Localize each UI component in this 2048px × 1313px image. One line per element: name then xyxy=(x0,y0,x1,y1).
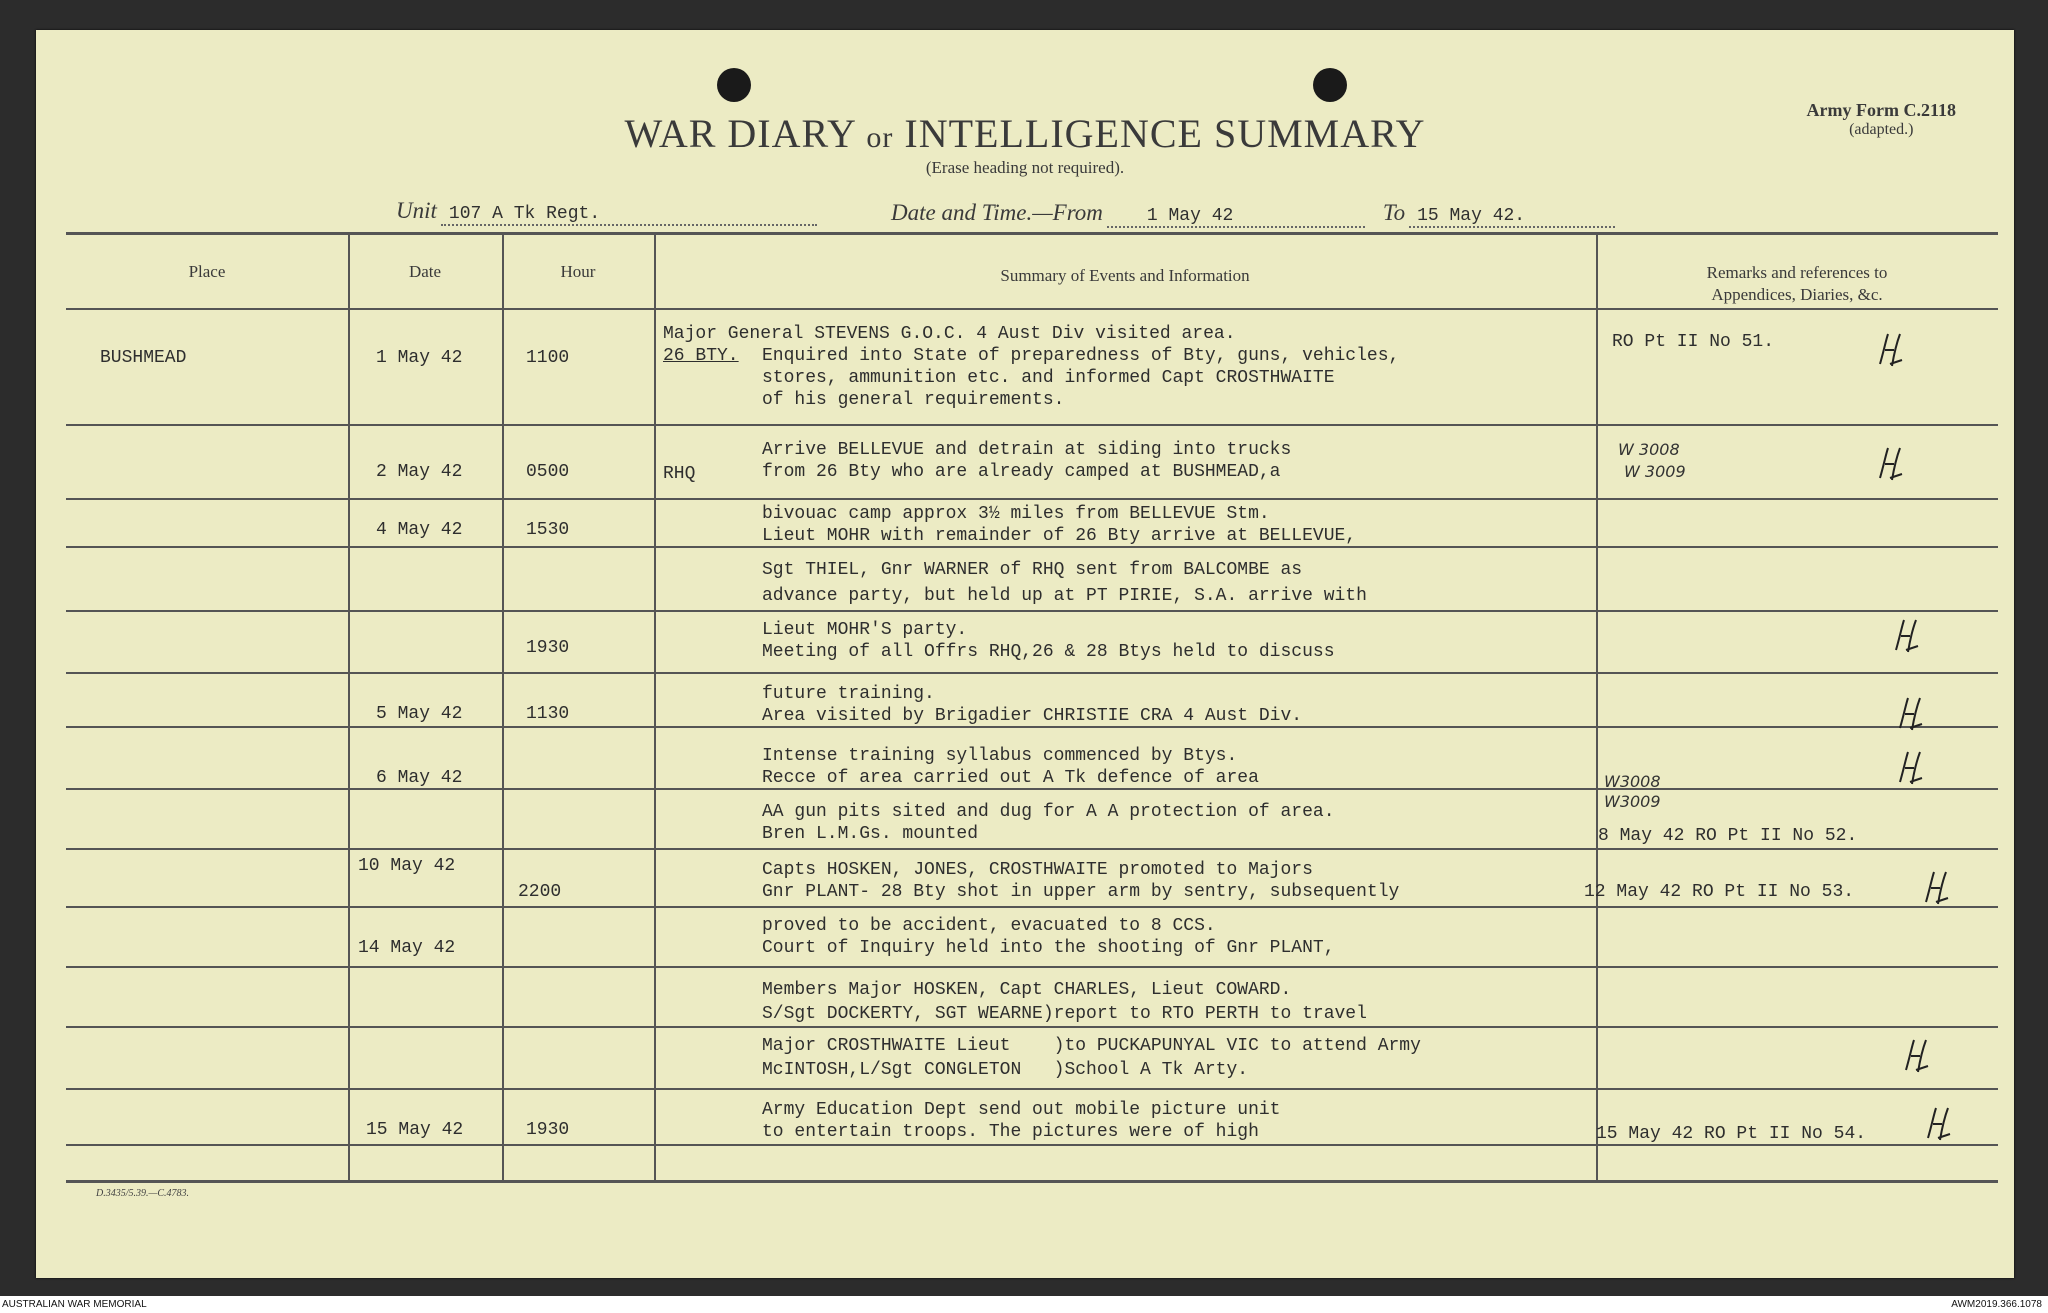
summary-line: proved to be accident, evacuated to 8 CCS. xyxy=(762,916,1216,936)
summary-line: Recce of area carried out A Tk defence of area xyxy=(762,768,1259,788)
summary-line: Court of Inquiry held into the shooting of Gnr PLANT, xyxy=(762,938,1335,958)
hour-cell: 0500 xyxy=(526,462,570,482)
date-cell: 6 May 42 xyxy=(376,768,463,788)
signature-initials xyxy=(1902,1036,1932,1076)
summary-line: Intense training syllabus commenced by Btys. xyxy=(762,746,1238,766)
handwritten-ref: W3008 xyxy=(1604,772,1661,791)
place-cell: BUSHMEAD xyxy=(100,348,187,368)
summary-line: Lieut MOHR'S party. xyxy=(762,620,968,640)
hour-cell: 1530 xyxy=(526,520,570,540)
hour-cell: 1930 xyxy=(526,1120,570,1140)
form-print-code: D.3435/5.39.—C.4783. xyxy=(96,1188,190,1199)
hour-cell: 1930 xyxy=(526,638,570,658)
column-header-summary: Summary of Events and Information xyxy=(1000,266,1250,285)
summary-line: AA gun pits sited and dug for A A protection of area. xyxy=(762,802,1335,822)
summary-line: S/Sgt DOCKERTY, SGT WEARNE)report to RTO PERTH to travel xyxy=(762,1004,1367,1024)
signature-initials xyxy=(1876,444,1906,484)
title-or: or xyxy=(866,121,894,154)
signature-initials xyxy=(1876,330,1906,370)
summary-line: from 26 Bty who are already camped at BUSHMEAD,a xyxy=(762,462,1281,482)
title-war-diary: WAR DIARY xyxy=(624,111,856,156)
signature-initials xyxy=(1896,748,1926,788)
army-form-label xyxy=(1807,100,1956,140)
column-header-date: Date xyxy=(408,262,442,281)
date-to-value: 15 May 42. xyxy=(1409,206,1615,228)
summary-line: future training. xyxy=(762,684,935,704)
place-cell: RHQ xyxy=(663,464,696,484)
punch-hole-right xyxy=(1313,68,1347,102)
title-intelligence-summary: INTELLIGENCE SUMMARY xyxy=(904,111,1426,156)
column-header-place: Place xyxy=(188,262,226,281)
unit-label: Unit xyxy=(396,198,437,223)
date-cell: 15 May 42 xyxy=(366,1120,464,1140)
army-form-sub: (adapted.) xyxy=(1849,121,1914,138)
date-line xyxy=(891,200,1615,228)
punch-hole-left xyxy=(717,68,751,102)
date-cell: 2 May 42 xyxy=(376,462,463,482)
handwritten-ref: W 3008 xyxy=(1618,440,1680,459)
date-label: Date and Time.—From xyxy=(891,200,1103,225)
to-label: To xyxy=(1382,200,1406,225)
summary-line: Major CROSTHWAITE Lieut )to PUCKAPUNYAL VIC to attend Army xyxy=(762,1036,1421,1056)
column-header-hour: Hour xyxy=(560,262,596,281)
footer-archive-id: AWM2019.366.1078 xyxy=(1951,1299,2042,1310)
summary-line: advance party, but held up at PT PIRIE, S.A. arrive with xyxy=(762,586,1367,606)
remarks-cell: RO Pt II No 51. xyxy=(1612,332,1775,352)
remarks-header-line1: Remarks and references to xyxy=(1706,263,1888,282)
remarks-header-line2: Appendices, Diaries, &c. xyxy=(1711,285,1883,304)
erase-note: (Erase heading not required). xyxy=(925,158,1125,177)
summary-line: of his general requirements. xyxy=(762,390,1065,410)
summary-line: Arrive BELLEVUE and detrain at siding into trucks xyxy=(762,440,1292,460)
hour-cell: 1100 xyxy=(526,348,570,368)
signature-initials xyxy=(1892,616,1922,656)
summary-line: stores, ammunition etc. and informed Capt CROSTHWAITE xyxy=(762,368,1335,388)
date-cell: 10 May 42 xyxy=(358,856,456,876)
date-cell: 5 May 42 xyxy=(376,704,463,724)
summary-line: Gnr PLANT- 28 Bty shot in upper arm by sentry, subsequently xyxy=(762,882,1400,902)
summary-line: bivouac camp approx 3½ miles from BELLEVUE Stm. xyxy=(762,504,1270,524)
hour-cell: 2200 xyxy=(518,882,562,902)
date-cell: 14 May 42 xyxy=(358,938,456,958)
remarks-cell: 8 May 42 RO Pt II No 52. xyxy=(1598,826,1858,846)
summary-line: Lieut MOHR with remainder of 26 Bty arrive at BELLEVUE, xyxy=(762,526,1357,546)
summary-line: Area visited by Brigadier CHRISTIE CRA 4 Aust Div. xyxy=(762,706,1303,726)
signature-initials xyxy=(1924,1104,1954,1144)
summary-line: Army Education Dept send out mobile picture unit xyxy=(762,1100,1281,1120)
date-cell: 4 May 42 xyxy=(376,520,463,540)
remarks-cell: 12 May 42 RO Pt II No 53. xyxy=(1584,882,1855,902)
footer-archive-name: AUSTRALIAN WAR MEMORIAL xyxy=(2,1299,147,1310)
summary-line: Members Major HOSKEN, Capt CHARLES, Lieut COWARD. xyxy=(762,980,1292,1000)
summary-unit-prefix: 26 BTY. xyxy=(663,346,739,366)
summary-line: Enquired into State of preparedness of Bty, guns, vehicles, xyxy=(762,346,1400,366)
handwritten-ref: W3009 xyxy=(1604,792,1661,811)
army-form-number: Army Form C.2118 xyxy=(1806,100,1956,120)
column-header-remarks xyxy=(1596,262,1998,306)
summary-line: Bren L.M.Gs. mounted xyxy=(762,824,979,844)
unit-line xyxy=(396,198,817,226)
remarks-cell: 15 May 42 RO Pt II No 54. xyxy=(1596,1124,1867,1144)
summary-line: Capts HOSKEN, JONES, CROSTHWAITE promoted to Majors xyxy=(762,860,1313,880)
date-cell: 1 May 42 xyxy=(376,348,463,368)
hour-cell: 1130 xyxy=(526,704,570,724)
signature-initials xyxy=(1896,694,1926,734)
unit-value: 107 A Tk Regt. xyxy=(441,204,817,226)
paper-sheet xyxy=(36,30,2014,1278)
summary-line: Meeting of all Offrs RHQ,26 & 28 Btys held to discuss xyxy=(762,642,1335,662)
signature-initials xyxy=(1922,868,1952,908)
summary-line: Major General STEVENS G.O.C. 4 Aust Div visited area. xyxy=(663,324,1236,344)
document-title xyxy=(36,110,2014,157)
date-from-value: 1 May 42 xyxy=(1107,206,1365,228)
summary-line: Sgt THIEL, Gnr WARNER of RHQ sent from BALCOMBE as xyxy=(762,560,1303,580)
handwritten-ref: W 3009 xyxy=(1624,462,1686,481)
summary-line: McINTOSH,L/Sgt CONGLETON )School A Tk Arty. xyxy=(762,1060,1249,1080)
summary-line: to entertain troops. The pictures were of high xyxy=(762,1122,1259,1142)
